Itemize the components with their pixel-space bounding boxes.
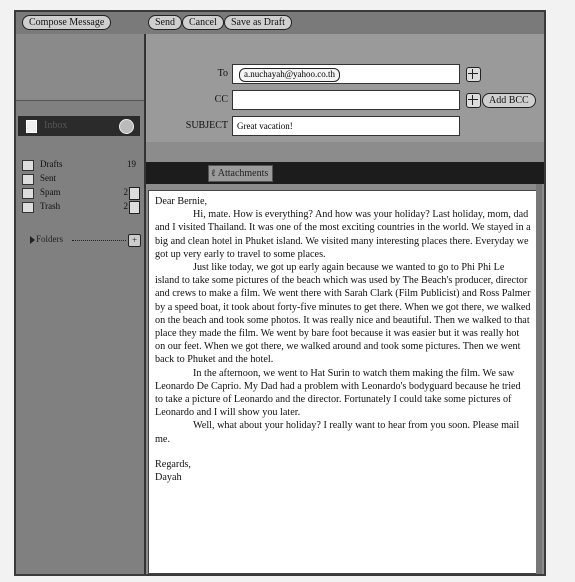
- folder-count: 2: [123, 187, 128, 197]
- contacts-to-icon[interactable]: [466, 67, 481, 82]
- paragraph: Just like today, we got up early again because we wanted to go to Phi Phi Le island to take some pictures of the beach which was used by The Beach's producer, director and crews to make a film. We went there with Sarah Clark (Film Publicist) and Ross Palmer by a speed boat, it took about forty-five minutes to get there. When we got there, we walked on the beach and took some photos. It was really nice and beautiful. Then we walked to that place they made the film. We went by bare foot because it was easier but it was really hot on our feet. When we got there, we walked around and took some pictures. Then we went back to Phuket and the hotel.: [155, 262, 531, 366]
- attachments-button[interactable]: [208, 165, 273, 182]
- sidebar-item-label: Spam: [40, 187, 61, 197]
- closing: Regards,: [155, 458, 191, 470]
- attachments-label: Attachments: [217, 168, 269, 179]
- empty-spam-icon[interactable]: [129, 187, 140, 200]
- paragraph: Hi, mate. How is everything? And how was your holiday? Last holiday, mom, dad and I visited Thailand. It was one of the most exciting countries in the world. We stayed in a big and clean hotel in Phuket island. We visited many interesting places there. Everyday we got up very early to travel to some places.: [155, 209, 531, 260]
- sidebar-item-inbox[interactable]: [18, 116, 140, 136]
- sidebar-item-sent[interactable]: [22, 172, 140, 186]
- compose-message-button[interactable]: Compose Message: [22, 15, 111, 30]
- folder-count: 19: [127, 159, 136, 169]
- subject-field[interactable]: Great vacation!: [232, 116, 460, 136]
- compose-header: [146, 34, 544, 142]
- paragraph: Well, what about your holiday? I really want to hear from you soon. Please mail me.: [155, 420, 520, 445]
- paperclip-icon: ℓ: [211, 168, 216, 179]
- to-field[interactable]: [232, 64, 460, 84]
- compose-pane: [146, 34, 544, 574]
- greeting: Dear Bernie,: [155, 196, 208, 207]
- empty-trash-icon[interactable]: [129, 201, 140, 214]
- trash-icon: [22, 202, 34, 213]
- save-as-draft-button[interactable]: Save as Draft: [224, 15, 292, 30]
- sidebar-item-label: Drafts: [40, 159, 63, 169]
- cancel-button[interactable]: Cancel: [182, 15, 224, 30]
- folder-count: 2: [123, 201, 128, 211]
- email-client-window: [14, 10, 546, 576]
- folders-label: Folders: [36, 234, 63, 244]
- add-bcc-button[interactable]: Add BCC: [482, 93, 536, 108]
- to-label: To: [217, 68, 228, 79]
- sidebar-item-label: Sent: [40, 173, 57, 183]
- sidebar-item-drafts[interactable]: [22, 158, 140, 172]
- inbox-icon: [26, 120, 37, 133]
- drafts-icon: [22, 160, 34, 171]
- folders-section[interactable]: [36, 234, 140, 244]
- message-body[interactable]: [148, 190, 538, 574]
- send-button[interactable]: Send: [148, 15, 182, 30]
- add-folder-icon[interactable]: +: [128, 234, 141, 247]
- inbox-label: Inbox: [44, 120, 68, 131]
- sidebar-item-spam[interactable]: [22, 186, 140, 200]
- toolbar: [16, 12, 544, 35]
- inbox-refresh-icon[interactable]: [119, 119, 134, 134]
- sidebar-item-label: Trash: [40, 201, 61, 211]
- cc-label: CC: [214, 94, 228, 105]
- scrollbar[interactable]: [536, 184, 542, 574]
- sidebar: [16, 34, 146, 574]
- contacts-cc-icon[interactable]: [466, 93, 481, 108]
- expand-triangle-icon[interactable]: [30, 236, 35, 244]
- sidebar-header: [16, 34, 144, 101]
- signature: Dayah: [155, 472, 182, 484]
- sidebar-item-trash[interactable]: [22, 200, 140, 214]
- paragraph: In the afternoon, we went to Hat Surin to watch them making the film. We saw Leonardo De Caprio. My Dad had a problem with Leonardo's bodyguard because he tried to take a picture of Leonardo and the director. Fortunately I could take some pictures of Leonardo and I will show you later.: [155, 367, 521, 419]
- sent-icon: [22, 174, 34, 185]
- divider: [72, 240, 126, 241]
- recipient-chip[interactable]: a.nuchayah@yahoo.co.th: [239, 68, 340, 82]
- attachments-bar: [146, 162, 544, 184]
- cc-field[interactable]: [232, 90, 460, 110]
- subject-label: SUBJECT: [185, 120, 228, 131]
- spam-icon: [22, 188, 34, 199]
